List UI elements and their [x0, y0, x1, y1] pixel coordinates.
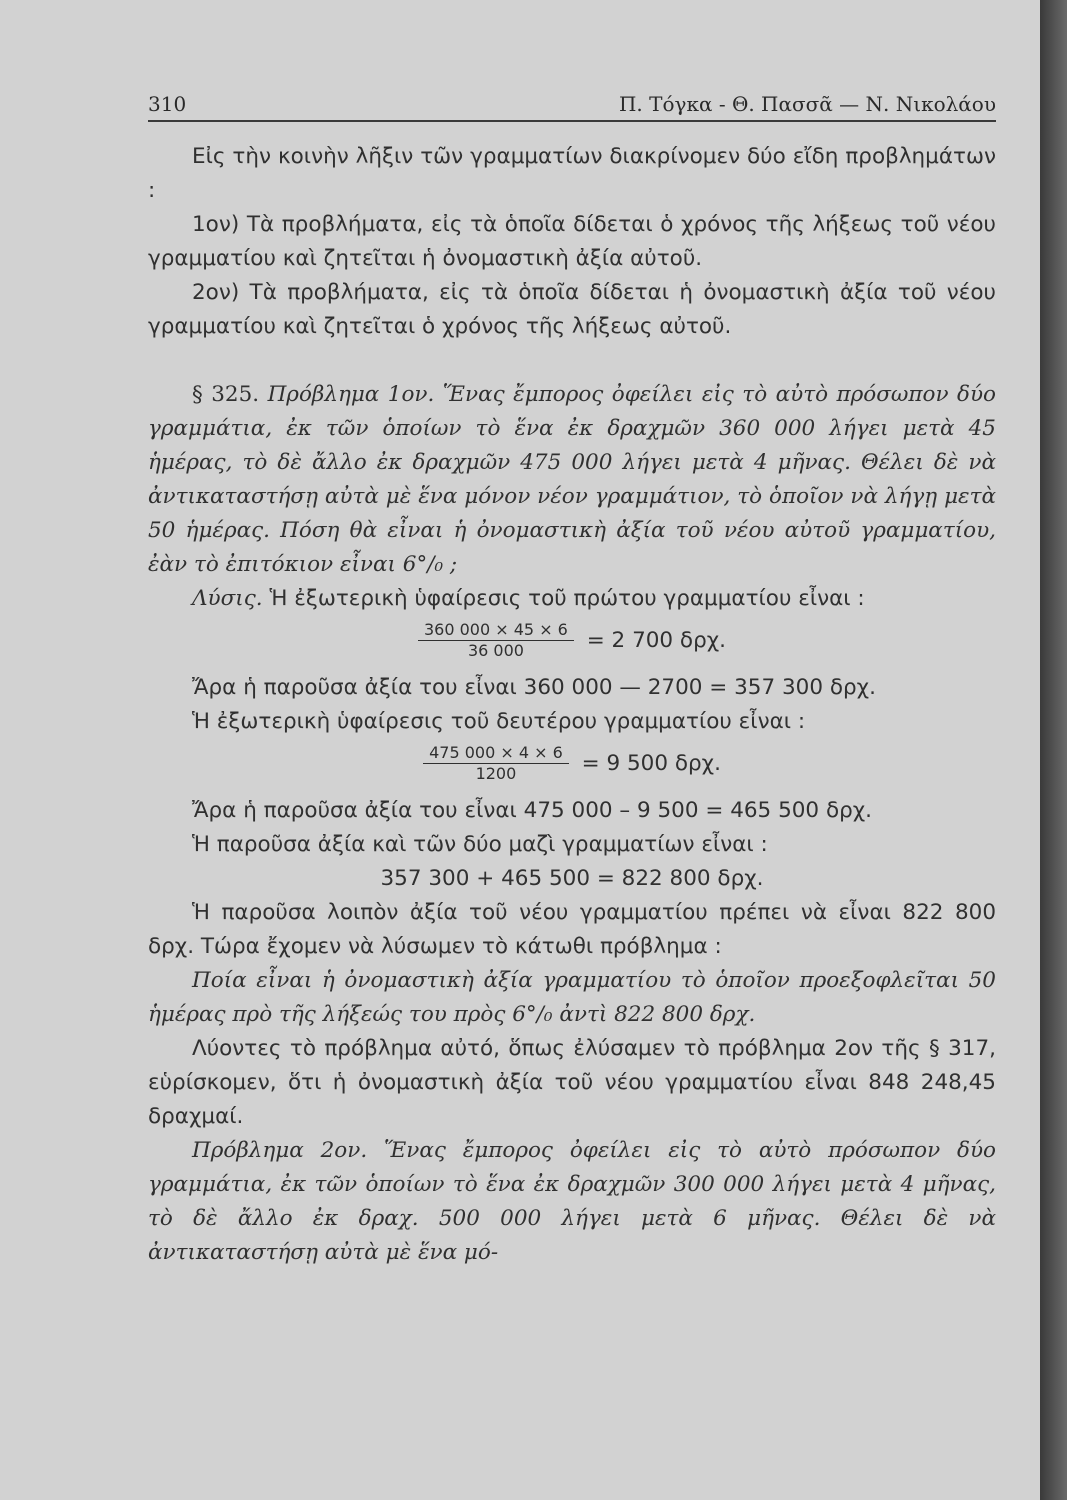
final-answer: Λύοντες τὸ πρόβλημα αὐτό, ὅπως ἐλύσαμεν τὸ πρόβλημα 2ον τῆς § 317, εὑρίσκομεν, ὅτι ἡ ὀνομαστικὴ ἀξία τοῦ νέου γραμματίου εἶναι 848 248,45 δραχμαί.	[148, 1036, 996, 1129]
problem1-text: Ἕνας ἔμπορος ὀφείλει εἰς τὸ αὐτὸ πρόσωπον δύο γραμμάτια, ἐκ τῶν ὁποίων τὸ ἕνα ἐκ δραχμῶν 360 000 λήγει μετὰ 45 ἡμέρας, τὸ δὲ ἄλλο ἐκ δραχμῶν 475 000 λήγει μετὰ 4 μῆνας. Θέλει δὲ νὰ ἀντικαταστήσῃ αὐτὰ μὲ ἕνα μόνον νέον γραμμάτιον, τὸ ὁποῖον νὰ λήγῃ μετὰ 50 ἡμέρας. Πόση θὰ εἶναι ἡ ὀνομαστικὴ ἀξία τοῦ νέου αὐτοῦ γραμματίου, ἐὰν τὸ ἐπιτόκιον εἶναι 6°/₀ ;	[148, 382, 996, 577]
problem-2	[148, 1134, 996, 1270]
solution-text: Ἡ ἐξωτερικὴ ὑφαίρεσις τοῦ πρώτου γραμματίου εἶναι :	[269, 586, 865, 611]
total-sum: 357 300 + 465 500 = 822 800 δρχ.	[380, 866, 764, 891]
new-note-value: Ἡ παροῦσα λοιπὸν ἀξία τοῦ νέου γραμματίου πρέπει νὰ εἶναι 822 800 δρχ. Τώρα ἔχομεν νὰ λύσωμεν τὸ κάτωθι πρόβλημα :	[148, 900, 996, 959]
fraction-2-numerator: 475 000 × 4 × 6	[423, 743, 569, 764]
problem1-label: Πρόβλημα 1ον.	[267, 382, 435, 407]
page-edge-shadow	[1040, 0, 1067, 1500]
problem-type-2: 2ον) Τὰ προβλήματα, εἰς τὰ ὁποῖα δίδεται ἡ ὀνομαστικὴ ἀξία τοῦ νέου γραμματίου καὶ ζητεῖται ὁ χρόνος τῆς λήξεως αὐτοῦ.	[148, 280, 996, 339]
present-value-1: Ἄρα ἡ παροῦσα ἀξία του εἶναι 360 000 — 2700 = 357 300 δρχ.	[192, 675, 876, 700]
fraction-2	[148, 743, 996, 784]
section-325	[148, 378, 996, 582]
discount-2-intro: Ἡ ἐξωτερικὴ ὑφαίρεσις τοῦ δευτέρου γραμματίου εἶναι :	[192, 709, 806, 734]
derived-question: Ποία εἶναι ἡ ὀνομαστικὴ ἀξία γραμματίου τὸ ὁποῖον προεξοφλεῖται 50 ἡμέρας πρὸ τῆς λήξεώς του πρὸς 6°/₀ ἀντὶ 822 800 δρχ.	[148, 968, 996, 1027]
solution-label: Λύσις.	[192, 586, 263, 611]
problem2-text: Ἕνας ἔμπορος ὀφείλει εἰς τὸ αὐτὸ πρόσωπον δύο γραμμάτια, ἐκ τῶν ὁποίων τὸ ἕνα ἐκ δραχμῶν 300 000 λήγει μετὰ 4 μῆνας, τὸ δὲ ἄλλο ἐκ δραχ. 500 000 λήγει μετὰ 6 μῆνας. Θέλει δὲ νὰ ἀντικαταστήσῃ αὐτὰ μὲ ἕνα μό-	[148, 1138, 996, 1265]
problem-type-1: 1ον) Τὰ προβλήματα, εἰς τὰ ὁποῖα δίδεται ὁ χρόνος τῆς λήξεως τοῦ νέου γραμματίου καὶ ζητεῖται ἡ ὀνομαστικὴ ἀξία αὐτοῦ.	[148, 212, 996, 271]
section-number: § 325.	[192, 382, 260, 407]
intro-paragraph: Εἰς τὴν κοινὴν λῆξιν τῶν γραμματίων διακρίνομεν δύο εἴδη προβλημάτων :	[148, 144, 996, 203]
fraction-1-denominator: 36 000	[467, 641, 524, 660]
running-head-authors: Π. Τόγκα - Θ. Πασσᾶ — Ν. Νικολάου	[618, 92, 996, 116]
fraction-2-result: = 9 500 δρχ.	[581, 750, 721, 776]
page-header	[148, 86, 996, 122]
fraction-1-result: = 2 700 δρχ.	[586, 627, 726, 653]
fraction-1	[148, 620, 996, 661]
total-intro: Ἡ παροῦσα ἀξία καὶ τῶν δύο μαζὶ γραμματίων εἶναι :	[192, 832, 768, 857]
page-number: 310	[148, 92, 187, 116]
present-value-2: Ἄρα ἡ παροῦσα ἀξία του εἶναι 475 000 – 9 500 = 465 500 δρχ.	[192, 798, 873, 823]
solution-intro	[148, 582, 996, 616]
fraction-2-denominator: 1200	[475, 764, 517, 783]
page-body	[148, 140, 996, 1270]
fraction-1-numerator: 360 000 × 45 × 6	[418, 620, 574, 641]
problem2-label: Πρόβλημα 2ον.	[192, 1138, 368, 1163]
